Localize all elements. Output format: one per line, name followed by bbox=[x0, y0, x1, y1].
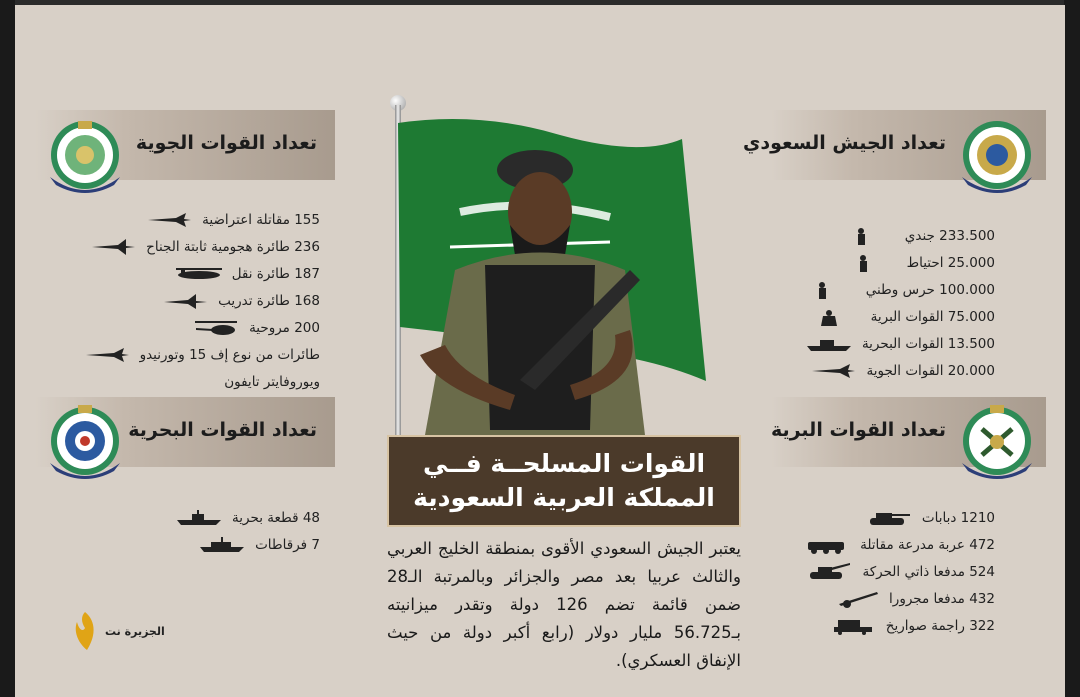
fighter-jet-icon bbox=[146, 211, 192, 229]
army-item-text: 20.000 القوات الجوية bbox=[866, 362, 995, 379]
soldier-icon bbox=[810, 281, 856, 299]
warship-icon bbox=[176, 509, 222, 527]
land-item-text: 472 عربة مدرعة مقاتلة bbox=[860, 536, 995, 553]
army-item-text: 25.000 احتياط bbox=[906, 254, 995, 271]
list-item bbox=[84, 314, 320, 341]
helicopter-icon bbox=[193, 319, 239, 337]
list-item bbox=[806, 357, 995, 384]
air-item-text: طائرات من نوع إف 15 وتورنيدو bbox=[139, 346, 320, 363]
air-force-emblem-icon bbox=[42, 115, 128, 201]
list-item bbox=[84, 341, 320, 368]
list-item bbox=[806, 303, 995, 330]
soldier-icon bbox=[851, 254, 897, 272]
army-item-text: 13.500 القوات البحرية bbox=[861, 335, 995, 352]
army-emblem-icon bbox=[954, 115, 1040, 201]
attack-jet-icon bbox=[90, 238, 136, 256]
armored-vehicle-icon bbox=[804, 536, 850, 554]
headline-line-1: القوات المسلحــة فــي bbox=[422, 449, 706, 478]
list-item bbox=[804, 531, 995, 558]
land-forces-emblem-icon bbox=[954, 401, 1040, 487]
land-forces-list bbox=[804, 504, 995, 639]
right-border bbox=[1064, 0, 1080, 697]
soldier-image bbox=[400, 140, 670, 435]
headline-line-2: المملكة العربية السعودية bbox=[413, 483, 715, 512]
navy-emblem-icon bbox=[42, 401, 128, 487]
list-item bbox=[176, 531, 320, 558]
towed-artillery-icon bbox=[833, 590, 879, 608]
land-item-text: 322 راجمة صواريخ bbox=[885, 617, 995, 634]
navy-list bbox=[176, 504, 320, 558]
land-forces-title: تعداد القوات البرية bbox=[770, 419, 946, 441]
air-force-list bbox=[84, 206, 320, 395]
air-item-text: 168 طائرة تدريب bbox=[218, 292, 320, 309]
list-item bbox=[806, 249, 995, 276]
aljazeera-logo-icon bbox=[69, 610, 101, 652]
trainer-jet-icon bbox=[162, 292, 208, 310]
army-item-text: 233.500 جندي bbox=[904, 227, 995, 244]
list-item bbox=[804, 612, 995, 639]
jet-icon bbox=[810, 362, 856, 380]
navy-item-text: 7 فرقاطات bbox=[255, 536, 320, 553]
tank-icon bbox=[866, 509, 912, 527]
army-item-text: 75.000 القوات البرية bbox=[870, 308, 995, 325]
air-item-text: 155 مقاتلة اعتراضية bbox=[202, 211, 320, 228]
aljazeera-logo bbox=[69, 610, 165, 652]
soldier-icon bbox=[815, 308, 861, 326]
left-border bbox=[0, 0, 15, 697]
description-text: يعتبر الجيش السعودي الأقوى بمنطقة الخليج العربي والثالث عربيا بعد مصر والجزائر وبالمرتبة الـ28 ضمن قائمة تضم 126 دولة وتقدر ميزانيته بـ56.725 مليار دولار (رابع أكبر دولة من حيث الإنفاق العسكري). bbox=[387, 539, 741, 670]
navy-title: تعداد القوات البحرية bbox=[128, 419, 317, 441]
rocket-launcher-icon bbox=[830, 617, 876, 635]
logo-text: الجزيرة نت bbox=[105, 624, 165, 638]
fighter-jet-icon bbox=[84, 346, 130, 364]
air-item-text: 200 مروحية bbox=[249, 319, 320, 336]
list-item bbox=[84, 233, 320, 260]
list-item bbox=[804, 585, 995, 612]
infographic bbox=[15, 5, 1065, 697]
list-item bbox=[806, 330, 995, 357]
list-item bbox=[84, 287, 320, 314]
air-force-title: تعداد القوات الجوية bbox=[135, 132, 317, 154]
list-item bbox=[806, 222, 995, 249]
ship-icon bbox=[806, 335, 852, 353]
soldier-icon bbox=[849, 227, 895, 245]
frigate-icon bbox=[199, 536, 245, 554]
air-item-text: 187 طائرة نقل bbox=[231, 265, 320, 282]
navy-item-text: 48 قطعة بحرية bbox=[232, 509, 320, 526]
list-item bbox=[804, 558, 995, 585]
air-item-text: 236 طائرة هجومية ثابتة الجناح bbox=[146, 238, 320, 255]
transport-plane-icon bbox=[176, 265, 222, 283]
land-item-text: 524 مدفعا ذاتي الحركة bbox=[862, 563, 995, 580]
air-item-extra: ويوروفايتر تايفون bbox=[224, 373, 320, 390]
list-item bbox=[176, 504, 320, 531]
list-item bbox=[806, 276, 995, 303]
list-item bbox=[804, 504, 995, 531]
list-item bbox=[84, 368, 320, 395]
army-item-text: 100.000 حرس وطني bbox=[865, 281, 995, 298]
list-item bbox=[84, 206, 320, 233]
list-item bbox=[84, 260, 320, 287]
headline-box bbox=[387, 435, 741, 527]
army-list bbox=[806, 222, 995, 384]
self-propelled-gun-icon bbox=[806, 563, 852, 581]
land-item-text: 1210 دبابات bbox=[921, 509, 995, 526]
land-item-text: 432 مدفعا مجرورا bbox=[889, 590, 995, 607]
army-title: تعداد الجيش السعودي bbox=[742, 132, 946, 154]
